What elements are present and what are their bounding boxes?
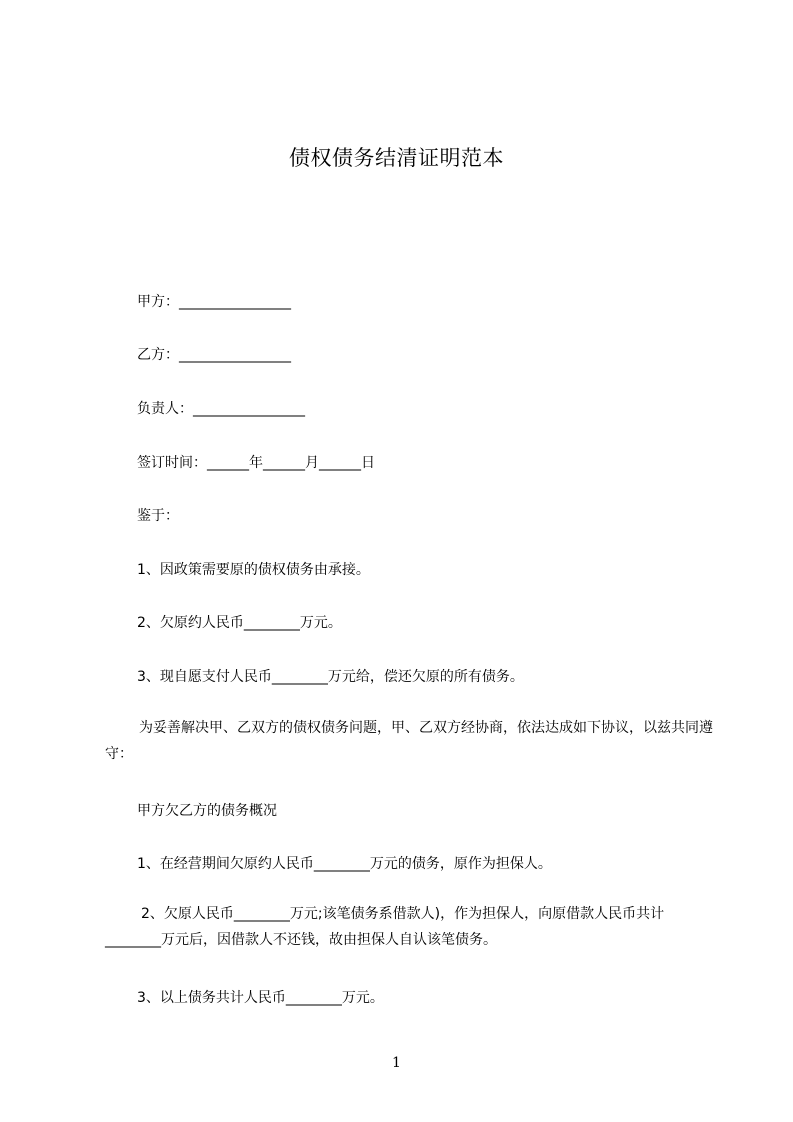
recital-1: 1、因政策需要原的债权债务由承接。 (137, 562, 370, 578)
section-heading: 甲方欠乙方的债务概况 (137, 803, 277, 819)
recital-2: 2、欠原约人民币________万元。 (137, 615, 342, 631)
party-b-line: 乙方：________________ (137, 347, 291, 363)
debt-item-2: 2、欠原人民币________万元;该笔债务系借款人)，作为担保人，向原借款人民币共计________万元后，因借款人不还钱，故由担保人自认该笔债务。 (105, 906, 665, 948)
sign-date-line: 签订时间：______年______月______日 (137, 455, 375, 471)
recital-3: 3、现自愿支付人民币________万元给，偿还欠原的所有债务。 (137, 669, 524, 685)
document-title: 债权债务结清证明范本 (289, 146, 504, 170)
debt-item-3: 3、以上债务共计人民币________万元。 (137, 990, 384, 1006)
debt-item-1: 1、在经营期间欠原约人民币________万元的债务，原作为担保人。 (137, 856, 552, 872)
page-number: 1 (392, 1055, 401, 1071)
person-in-charge-line: 负责人：________________ (137, 401, 305, 417)
agreement-intro-paragraph: 为妥善解决甲、乙双方的债权债务问题，甲、乙双方经协商，依法达成如下协议，以兹共同遵守： (105, 720, 713, 762)
party-a-line: 甲方：________________ (137, 294, 291, 310)
whereas-line: 鉴于： (137, 508, 179, 524)
